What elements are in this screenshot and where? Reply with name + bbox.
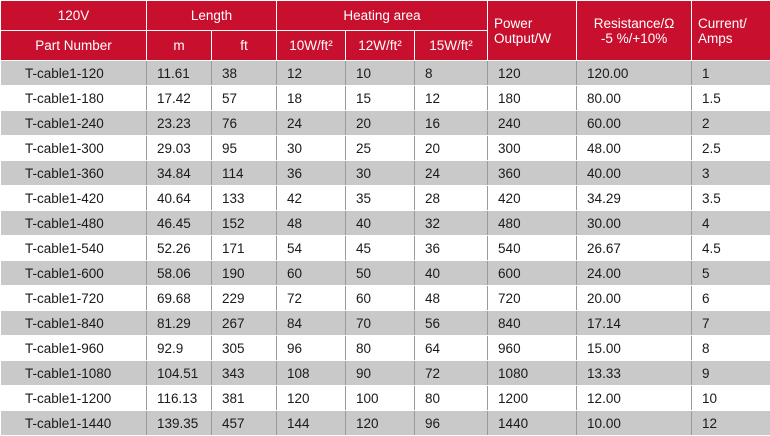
current-header-line1: Current/ <box>698 15 747 31</box>
resistance-header-line1: Resistance/Ω <box>593 15 675 31</box>
table-row <box>1 136 770 161</box>
length-ft-cell: 457 <box>212 411 277 436</box>
part-number-cell: T-cable1-360 <box>1 161 147 186</box>
table-row <box>1 261 770 286</box>
heating-12w-cell: 45 <box>346 236 415 261</box>
heating-10w-cell: 36 <box>277 161 346 186</box>
part-number-cell: T-cable1-720 <box>1 286 147 311</box>
length-ft-cell: 76 <box>212 111 277 136</box>
heating-12w-cell: 30 <box>346 161 415 186</box>
table-row <box>1 161 770 186</box>
length-ft-cell: 57 <box>212 86 277 111</box>
power-output-cell: 840 <box>488 311 577 336</box>
current-cell: 8 <box>692 336 770 361</box>
length-m-cell: 58.06 <box>147 261 212 286</box>
heating-10w-cell: 120 <box>277 386 346 411</box>
resistance-cell: 60.00 <box>577 111 692 136</box>
heating-15w-cell: 64 <box>415 336 488 361</box>
heating-10w-cell: 108 <box>277 361 346 386</box>
table-row <box>1 61 770 86</box>
heating-10w-cell: 30 <box>277 136 346 161</box>
heating-15w-cell: 56 <box>415 311 488 336</box>
part-number-cell: T-cable1-1200 <box>1 386 147 411</box>
heating-10w-cell: 84 <box>277 311 346 336</box>
feet-header: ft <box>212 31 277 61</box>
current-cell: 2 <box>692 111 770 136</box>
heating-12w-header: 12W/ft² <box>346 31 415 61</box>
length-ft-cell: 343 <box>212 361 277 386</box>
resistance-cell: 34.29 <box>577 186 692 211</box>
resistance-header <box>577 1 692 61</box>
voltage-header: 120V <box>1 1 147 31</box>
power-header-line1: Power <box>494 15 533 31</box>
heating-10w-cell: 42 <box>277 186 346 211</box>
part-number-cell: T-cable1-600 <box>1 261 147 286</box>
heating-15w-cell: 36 <box>415 236 488 261</box>
part-number-cell: T-cable1-840 <box>1 311 147 336</box>
length-m-cell: 139.35 <box>147 411 212 436</box>
power-output-cell: 480 <box>488 211 577 236</box>
heating-15w-cell: 96 <box>415 411 488 436</box>
length-m-cell: 11.61 <box>147 61 212 86</box>
length-m-cell: 116.13 <box>147 386 212 411</box>
resistance-cell: 48.00 <box>577 136 692 161</box>
table-row <box>1 86 770 111</box>
heating-12w-cell: 35 <box>346 186 415 211</box>
heating-15w-cell: 20 <box>415 136 488 161</box>
resistance-cell: 80.00 <box>577 86 692 111</box>
table-row <box>1 311 770 336</box>
length-m-cell: 34.84 <box>147 161 212 186</box>
table-row <box>1 361 770 386</box>
table-row <box>1 111 770 136</box>
heating-12w-cell: 40 <box>346 211 415 236</box>
length-ft-cell: 152 <box>212 211 277 236</box>
heating-10w-cell: 72 <box>277 286 346 311</box>
part-number-cell: T-cable1-120 <box>1 61 147 86</box>
current-cell: 1.5 <box>692 86 770 111</box>
power-output-cell: 300 <box>488 136 577 161</box>
current-cell: 6 <box>692 286 770 311</box>
heating-10w-cell: 12 <box>277 61 346 86</box>
table-row <box>1 286 770 311</box>
resistance-cell: 15.00 <box>577 336 692 361</box>
power-output-header <box>488 1 577 61</box>
current-cell: 3.5 <box>692 186 770 211</box>
table-row <box>1 386 770 411</box>
part-number-cell: T-cable1-1080 <box>1 361 147 386</box>
heating-10w-cell: 60 <box>277 261 346 286</box>
length-ft-cell: 229 <box>212 286 277 311</box>
resistance-cell: 26.67 <box>577 236 692 261</box>
resistance-cell: 10.00 <box>577 411 692 436</box>
heating-10w-header: 10W/ft² <box>277 31 346 61</box>
length-m-cell: 104.51 <box>147 361 212 386</box>
resistance-cell: 13.33 <box>577 361 692 386</box>
heating-10w-cell: 48 <box>277 211 346 236</box>
length-ft-cell: 190 <box>212 261 277 286</box>
resistance-cell: 24.00 <box>577 261 692 286</box>
power-output-cell: 360 <box>488 161 577 186</box>
heating-10w-cell: 24 <box>277 111 346 136</box>
current-header <box>692 1 770 61</box>
heating-15w-cell: 16 <box>415 111 488 136</box>
length-ft-cell: 171 <box>212 236 277 261</box>
heating-15w-cell: 40 <box>415 261 488 286</box>
resistance-cell: 30.00 <box>577 211 692 236</box>
table-row <box>1 411 770 436</box>
heating-10w-cell: 54 <box>277 236 346 261</box>
table-row <box>1 236 770 261</box>
resistance-cell: 12.00 <box>577 386 692 411</box>
resistance-cell: 120.00 <box>577 61 692 86</box>
table-header <box>1 1 770 61</box>
length-ft-cell: 381 <box>212 386 277 411</box>
part-number-cell: T-cable1-420 <box>1 186 147 211</box>
heating-15w-cell: 12 <box>415 86 488 111</box>
power-output-cell: 540 <box>488 236 577 261</box>
power-output-cell: 120 <box>488 61 577 86</box>
power-output-cell: 180 <box>488 86 577 111</box>
heating-area-header: Heating area <box>277 1 488 31</box>
heating-12w-cell: 90 <box>346 361 415 386</box>
heating-15w-cell: 72 <box>415 361 488 386</box>
power-output-cell: 240 <box>488 111 577 136</box>
length-ft-cell: 95 <box>212 136 277 161</box>
power-header-line2: Output/W <box>494 30 552 46</box>
length-m-cell: 46.45 <box>147 211 212 236</box>
heating-12w-cell: 70 <box>346 311 415 336</box>
length-m-cell: 17.42 <box>147 86 212 111</box>
resistance-header-line2: -5 %/+10% <box>600 30 668 46</box>
power-output-cell: 960 <box>488 336 577 361</box>
part-number-cell: T-cable1-1440 <box>1 411 147 436</box>
current-cell: 5 <box>692 261 770 286</box>
heating-12w-cell: 25 <box>346 136 415 161</box>
current-cell: 10 <box>692 386 770 411</box>
power-output-cell: 420 <box>488 186 577 211</box>
resistance-cell: 40.00 <box>577 161 692 186</box>
heating-12w-cell: 80 <box>346 336 415 361</box>
heating-15w-cell: 32 <box>415 211 488 236</box>
heating-15w-cell: 8 <box>415 61 488 86</box>
table-row <box>1 336 770 361</box>
current-cell: 7 <box>692 311 770 336</box>
length-ft-cell: 38 <box>212 61 277 86</box>
heating-15w-cell: 24 <box>415 161 488 186</box>
part-number-cell: T-cable1-960 <box>1 336 147 361</box>
length-header: Length <box>147 1 277 31</box>
power-output-cell: 1080 <box>488 361 577 386</box>
length-m-cell: 69.68 <box>147 286 212 311</box>
power-output-cell: 1440 <box>488 411 577 436</box>
length-m-cell: 40.64 <box>147 186 212 211</box>
part-number-cell: T-cable1-240 <box>1 111 147 136</box>
length-ft-cell: 267 <box>212 311 277 336</box>
length-ft-cell: 133 <box>212 186 277 211</box>
current-cell: 4 <box>692 211 770 236</box>
length-ft-cell: 305 <box>212 336 277 361</box>
part-number-cell: T-cable1-480 <box>1 211 147 236</box>
power-output-cell: 720 <box>488 286 577 311</box>
part-number-header: Part Number <box>1 31 147 61</box>
table-body <box>1 61 770 436</box>
length-m-cell: 52.26 <box>147 236 212 261</box>
current-cell: 12 <box>692 411 770 436</box>
heating-12w-cell: 10 <box>346 61 415 86</box>
current-cell: 9 <box>692 361 770 386</box>
table-row <box>1 211 770 236</box>
meters-header: m <box>147 31 212 61</box>
heating-15w-cell: 80 <box>415 386 488 411</box>
current-cell: 2.5 <box>692 136 770 161</box>
heating-10w-cell: 144 <box>277 411 346 436</box>
current-header-line2: Amps <box>698 30 733 46</box>
length-m-cell: 29.03 <box>147 136 212 161</box>
current-cell: 1 <box>692 61 770 86</box>
heating-12w-cell: 20 <box>346 111 415 136</box>
heating-12w-cell: 15 <box>346 86 415 111</box>
table-row <box>1 186 770 211</box>
heating-10w-cell: 18 <box>277 86 346 111</box>
part-number-cell: T-cable1-180 <box>1 86 147 111</box>
heating-15w-cell: 28 <box>415 186 488 211</box>
heating-15w-header: 15W/ft² <box>415 31 488 61</box>
length-m-cell: 23.23 <box>147 111 212 136</box>
length-m-cell: 92.9 <box>147 336 212 361</box>
power-output-cell: 1200 <box>488 386 577 411</box>
heating-15w-cell: 48 <box>415 286 488 311</box>
heating-12w-cell: 60 <box>346 286 415 311</box>
length-ft-cell: 114 <box>212 161 277 186</box>
power-output-cell: 600 <box>488 261 577 286</box>
part-number-cell: T-cable1-300 <box>1 136 147 161</box>
heating-12w-cell: 50 <box>346 261 415 286</box>
resistance-cell: 17.14 <box>577 311 692 336</box>
heating-10w-cell: 96 <box>277 336 346 361</box>
part-number-cell: T-cable1-540 <box>1 236 147 261</box>
heating-12w-cell: 120 <box>346 411 415 436</box>
resistance-cell: 20.00 <box>577 286 692 311</box>
current-cell: 3 <box>692 161 770 186</box>
length-m-cell: 81.29 <box>147 311 212 336</box>
current-cell: 4.5 <box>692 236 770 261</box>
heating-12w-cell: 100 <box>346 386 415 411</box>
